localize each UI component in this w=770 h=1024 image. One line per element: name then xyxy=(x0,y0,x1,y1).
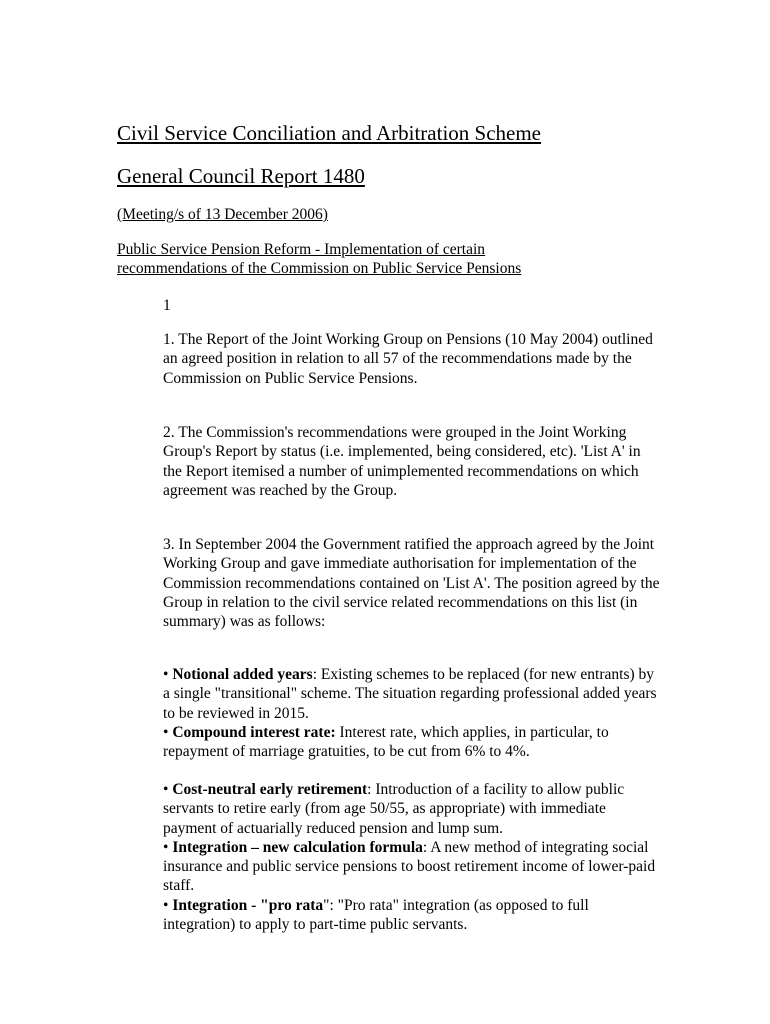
bullet-item: • Integration – new calculation formula: A new method of integrating social insurance and public service pensions to boost retirement income of lower-paid staff. xyxy=(163,838,656,895)
paragraph-1: 1. The Report of the Joint Working Group on Pensions (10 May 2004) outlined an agreed position in relation to all 57 of the recommendations made by the Commission on Public Service Pensions. xyxy=(163,331,653,387)
bullet-symbol: • xyxy=(163,838,169,856)
bullet-text: "Pro rata" integration (as opposed to full integration) to apply to part-time public servants. xyxy=(163,896,589,934)
bullet-symbol: • xyxy=(163,781,169,798)
bullet-term: Cost-neutral early retirement xyxy=(172,781,368,798)
bullet-term: Integration – new calculation formula xyxy=(172,838,423,856)
bullet-term: Notional added years xyxy=(172,666,313,683)
document-title: Civil Service Conciliation and Arbitration Scheme xyxy=(117,121,541,145)
report-title: General Council Report 1480 xyxy=(117,164,365,188)
paragraph-3: 3. In September 2004 the Government ratified the approach agreed by the Joint Working Group and gave immediate authorisation for implementation of the Commission recommendations contained on 'List A'. The position agreed by the Group in relation to the civil service related recommendations on this list (in summary) was as follows: xyxy=(163,536,660,631)
bullet-symbol: • xyxy=(163,723,169,741)
bullet-term: Compound interest rate: xyxy=(172,723,336,741)
report-subject: Public Service Pension Reform - Implementation of certain recommendations of the Commission on Public Service Pensions xyxy=(117,241,522,277)
bullet-text: A new method of integrating social insurance and public service pensions to boost retirement income of lower-paid staff. xyxy=(163,838,656,895)
bullet-item: • Integration - "pro rata": "Pro rata" integration (as opposed to full integration) to apply to part-time public servants. xyxy=(163,896,589,934)
bullet-text: Interest rate, which applies, in particular, to repayment of marriage gratuities, to be cut from 6% to 4%. xyxy=(163,723,609,761)
bullet-group-1 xyxy=(163,665,663,761)
meeting-date: (Meeting/s of 13 December 2006) xyxy=(117,206,328,223)
bullet-text: Introduction of a facility to allow public servants to retire early (from age 50/55, as appropriate) with immediate payment of actuarially reduced pension and lump sum. xyxy=(163,781,625,837)
bullet-symbol: • xyxy=(163,896,169,914)
bullet-item: • Notional added years: Existing schemes to be replaced (for new entrants) by a single "transitional" scheme. The situation regarding professional added years to be reviewed in 2015. xyxy=(163,666,657,722)
bullet-symbol: • xyxy=(163,666,169,683)
paragraph-2: 2. The Commission's recommendations were grouped in the Joint Working Group's Report by status (i.e. implemented, being considered, etc). 'List A' in the Report itemised a number of unimplemented recommendations on which agreement was reached by the Group. xyxy=(163,424,641,499)
bullet-item xyxy=(163,723,663,762)
bullet-term: Integration - "pro rata xyxy=(172,896,324,914)
section-number: 1 xyxy=(163,297,171,314)
bullet-text: Existing schemes to be replaced (for new entrants) by a single "transitional" scheme. The situation regarding professional added years to be reviewed in 2015. xyxy=(163,666,657,722)
bullet-group-2 xyxy=(163,780,663,934)
bullet-item: • Cost-neutral early retirement: Introduction of a facility to allow public servants to retire early (from age 50/55, as appropriate) with immediate payment of actuarially reduced pension and lump sum. xyxy=(163,781,625,837)
